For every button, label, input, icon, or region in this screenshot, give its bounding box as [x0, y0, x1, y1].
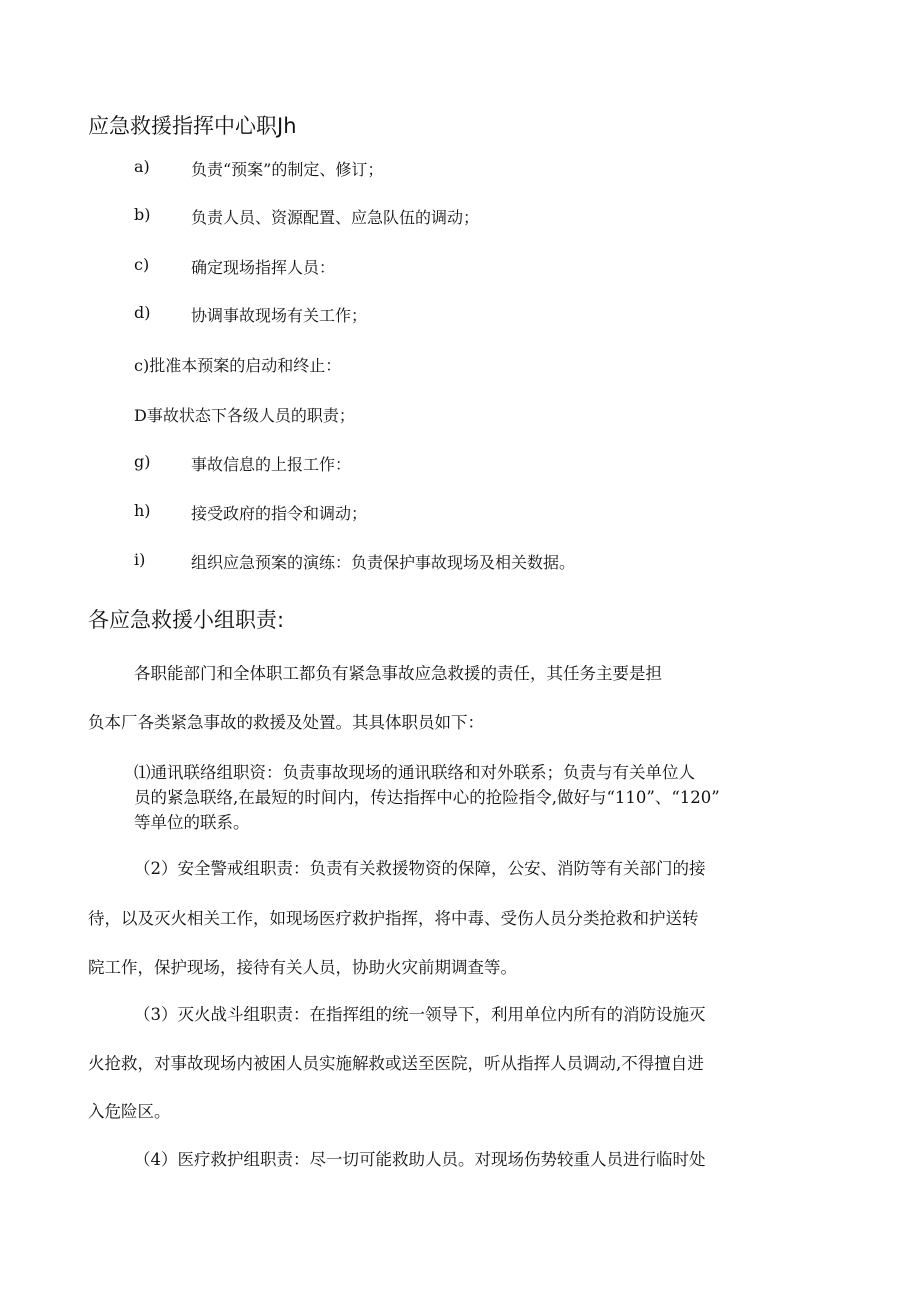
paragraph-line: ⑴通讯联络组职资：负责事故现场的通讯联络和对外联系；负责与有关单位人	[134, 763, 695, 782]
list-item-inline: c)批准本预案的启动和终止：	[134, 356, 342, 375]
list-item-text: 组织应急预案的演练：负责保护事故现场及相关数据。	[191, 553, 576, 572]
section-heading-rescue-groups: 各应急救援小组职责:	[88, 608, 285, 632]
list-marker: h)	[134, 501, 151, 520]
section-heading-command-center: 应急救援指挥中心职Jh	[88, 114, 297, 138]
paragraph-line: （4）医疗救护组职责：尽一切可能救助人员。对现场伤势较重人员进行临时处	[134, 1150, 706, 1169]
list-item-inline: D事故状态下各级人员的职责；	[134, 406, 355, 425]
list-marker: c)	[134, 255, 150, 274]
paragraph-line: 负本厂各类紧急事故的救援及处置。其具体职员如下：	[88, 713, 484, 732]
paragraph-line: 入危险区。	[88, 1102, 171, 1121]
list-item-text: 接受政府的指令和调动；	[191, 504, 368, 523]
list-marker: a)	[134, 157, 150, 176]
paragraph-line: 火抢救，对事故现场内被困人员实施解救或送至医院，听从指挥人员调动,不得擅自进	[88, 1054, 704, 1073]
list-marker: b)	[134, 205, 151, 224]
list-item-text: 协调事故现场有关工作；	[191, 306, 368, 325]
paragraph-line: （3）灭火战斗组职责：在指挥组的统一领导下，利用单位内所有的消防设施灭	[134, 1005, 706, 1024]
list-item-text: 确定现场指挥人员：	[191, 258, 336, 277]
list-item-text: 负责“预案”的制定、修订；	[191, 160, 384, 179]
paragraph-line: 各职能部门和全体职工都负有紧急事故应急救援的责任，其任务主要是担	[134, 664, 662, 683]
list-item-text: 负责人员、资源配置、应急队伍的调动；	[191, 208, 480, 227]
list-marker: g)	[134, 452, 151, 471]
paragraph-line: 待，以及灭火相关工作，如现场医疗救护指挥，将中毒、受伤人员分类抢救和护送转	[88, 909, 699, 928]
paragraph-line: （2）安全警戒组职责：负责有关救援物资的保障，公安、消防等有关部门的接	[134, 859, 706, 878]
paragraph-line: 等单位的联系。	[134, 813, 250, 832]
list-item-text: 事故信息的上报工作：	[191, 455, 352, 474]
paragraph-line: 员的紧急联络,在最短的时间内，传达指挥中心的抢险指令,做好与“110”、“120”	[134, 788, 720, 807]
list-marker: d)	[134, 303, 151, 322]
paragraph-line: 院工作，保护现场，接待有关人员，协助火灾前期调查等。	[88, 958, 517, 977]
list-marker: i)	[134, 550, 146, 569]
